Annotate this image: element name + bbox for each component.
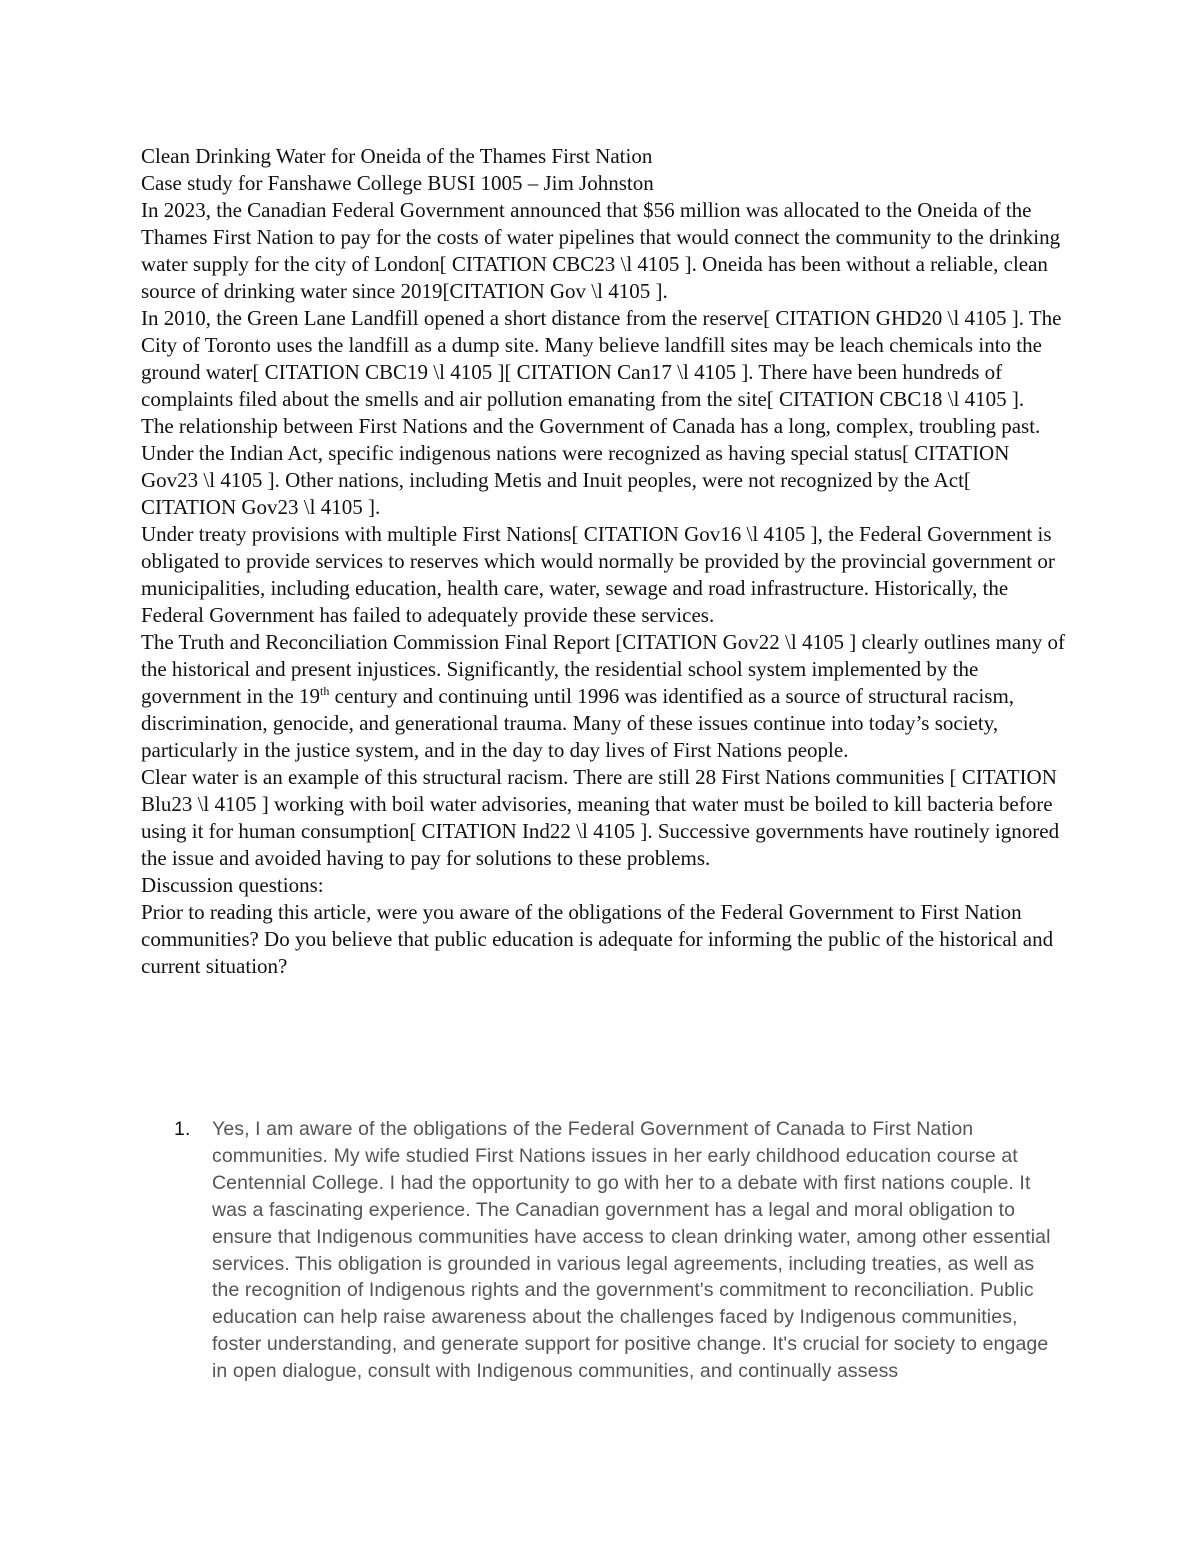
trc-text-part-2: century and continuing until 1996 was identified as a source of structural racism, discrimination, genocide, and generational trauma. Many of these issues continue into today’s society, particularly in the justice system, and in the day to day lives of First Nations people. [141,684,1015,762]
answer-list [141,1116,1066,1385]
document-body [141,143,1066,980]
discussion-heading: Discussion questions: [141,873,324,897]
paragraph-water: Clear water is an example of this structural racism. There are still 28 First Nations communities [ CITATION Blu23 \l 4105 ] working with boil water advisories, meaning that water must be boiled to kill bacteria before using it for human consumption[ CITATION Ind22 \l 4105 ]. Successive governments have routinely ignored the issue and avoided having to pay for solutions to these problems. [141,765,1060,870]
discussion-question: Prior to reading this article, were you aware of the obligations of the Federal Government to First Nation communities? Do you believe that public education is adequate for informing the public of the historical and current situation? [141,900,1054,978]
paragraph-landfill: In 2010, the Green Lane Landfill opened a short distance from the reserve[ CITATION GHD20 \l 4105 ]. The City of Toronto uses the landfill as a dump site. Many believe landfill sites may be leach chemicals into the ground water[ CITATION CBC19 \l 4105 ][ CITATION Can17 \l 4105 ]. There have been hundreds of complaints filed about the smells and air pollution emanating from the site[ CITATION CBC18 \l 4105 ]. [141,306,1062,411]
paragraph-treaty: Under treaty provisions with multiple First Nations[ CITATION Gov16 \l 4105 ], the Federal Government is obligated to provide services to reserves which would normally be provided by the provincial government or municipalities, including education, health care, water, sewage and road infrastructure. Historically, the Federal Government has failed to adequately provide these services. [141,522,1055,627]
trc-text-part-1: The Truth and Reconciliation Commission Final Report [CITATION Gov22 \l 4105 ] clearly outlines many of the historical and present injustices. Significantly, the residential school system implemented by the government in the 19 [141,630,1065,708]
paragraph-trc [141,629,1066,764]
list-item-number: 1. [174,1118,191,1140]
document-subtitle: Case study for Fanshawe College BUSI 1005 – Jim Johnston [141,171,654,195]
paragraph-funding: In 2023, the Canadian Federal Government announced that $56 million was allocated to the Oneida of the Thames First Nation to pay for the costs of water pipelines that would connect the community to the drinking water supply for the city of London[ CITATION CBC23 \l 4105 ]. Oneida has been without a reliable, clean source of drinking water since 2019[CITATION Gov \l 4105 ]. [141,198,1061,303]
paragraph-relationship: The relationship between First Nations and the Government of Canada has a long, complex, troubling past. Under the Indian Act, specific indigenous nations were recognized as having special status[ CITATION Gov23 \l 4105 ]. Other nations, including Metis and Inuit peoples, were not recognized by the Act[ CITATION Gov23 \l 4105 ]. [141,414,1041,519]
ordinal-superscript: th [320,684,330,698]
document-title: Clean Drinking Water for Oneida of the Thames First Nation [141,144,653,168]
answer-text: Yes, I am aware of the obligations of the Federal Government of Canada to First Nation communities. My wife studied First Nations issues in her early childhood education course at Centennial College. I had the opportunity to go with her to a debate with first nations couple. It was a fascinating experience. The Canadian government has a legal and moral obligation to ensure that Indigenous communities have access to clean drinking water, among other essential services. This obligation is grounded in various legal agreements, including treaties, as well as the recognition of Indigenous rights and the government's commitment to reconciliation. Public education can help raise awareness about the challenges faced by Indigenous communities, foster understanding, and generate support for positive change. It's crucial for society to engage in open dialogue, consult with Indigenous communities, and continually assess [212,1118,1051,1383]
list-item [141,1116,1066,1385]
